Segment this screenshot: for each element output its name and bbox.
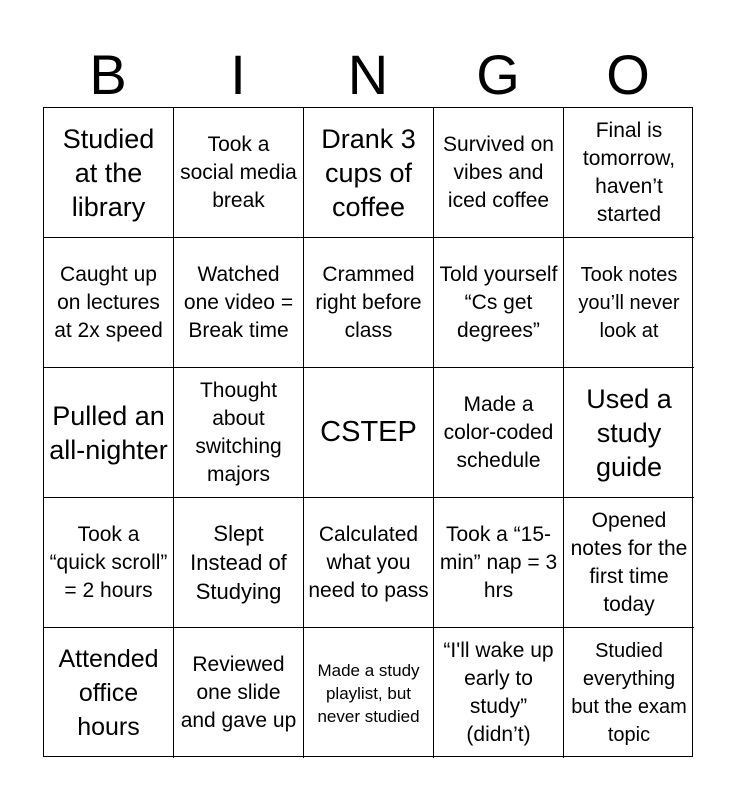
cell-text: Took a “quick scroll” = 2 hours — [49, 522, 168, 602]
bingo-cell[interactable] — [174, 368, 304, 498]
bingo-cell[interactable] — [434, 238, 564, 368]
bingo-cell[interactable] — [304, 498, 434, 628]
cell-text: CSTEP — [320, 416, 417, 448]
bingo-cell[interactable] — [304, 108, 434, 238]
cell-text: Calculated what you need to pass — [308, 522, 429, 602]
cell-text: Studied everything but the exam topic — [571, 640, 687, 746]
bingo-cell[interactable] — [564, 368, 694, 498]
cell-text: Used a study guide — [586, 383, 672, 482]
cell-text: Took a social media break — [180, 132, 297, 212]
bingo-cell[interactable] — [434, 498, 564, 628]
header-letter-i: I — [230, 43, 246, 106]
cell-text: Reviewed one slide and gave up — [180, 653, 297, 732]
bingo-cell[interactable] — [44, 368, 174, 498]
bingo-cell[interactable] — [434, 368, 564, 498]
cell-text: Told yourself “Cs get degrees” — [439, 262, 558, 342]
cell-text: Took a “15-min” nap = 3 hrs — [439, 522, 558, 602]
bingo-cell[interactable] — [564, 628, 694, 758]
header-letter-g: G — [476, 43, 520, 106]
cell-text: “I'll wake up early to study” (didn’t) — [443, 639, 554, 746]
bingo-cell[interactable] — [174, 108, 304, 238]
header-letter-o: O — [606, 43, 650, 106]
bingo-cell-free[interactable] — [304, 368, 434, 498]
header-letter-b: B — [89, 43, 127, 106]
cell-text: Pulled an all-nighter — [49, 400, 168, 465]
cell-text: Thought about switching majors — [195, 378, 282, 486]
cell-text: Took notes you’ll never look at — [578, 263, 680, 342]
bingo-cell[interactable] — [44, 108, 174, 238]
cell-text: Attended office hours — [58, 645, 159, 741]
bingo-cell[interactable] — [434, 628, 564, 758]
header-letter-n: N — [347, 43, 389, 106]
bingo-cell[interactable] — [304, 238, 434, 368]
cell-text: Survived on vibes and iced coffee — [443, 132, 554, 212]
bingo-cell[interactable] — [434, 108, 564, 238]
cell-text: Caught up on lectures at 2x speed — [54, 262, 163, 342]
bingo-cell[interactable] — [44, 238, 174, 368]
cell-text: Studied at the library — [62, 123, 155, 222]
bingo-cell[interactable] — [174, 238, 304, 368]
bingo-cell[interactable] — [304, 628, 434, 758]
bingo-cell[interactable] — [174, 498, 304, 628]
bingo-cell[interactable] — [564, 108, 694, 238]
cell-text: Watched one video = Break time — [183, 262, 294, 342]
bingo-cell[interactable] — [174, 628, 304, 758]
cell-text: Made a color-coded schedule — [443, 392, 554, 472]
bingo-cell[interactable] — [564, 498, 694, 628]
bingo-cell[interactable] — [564, 238, 694, 368]
bingo-header — [43, 42, 693, 108]
cell-text: Drank 3 cups of coffee — [321, 123, 416, 222]
cell-text: Made a study playlist, but never studied — [317, 660, 420, 726]
bingo-cell[interactable] — [44, 628, 174, 758]
cell-text: Crammed right before class — [315, 262, 422, 342]
cell-text: Opened notes for the first time today — [570, 508, 688, 616]
cell-text: Slept Instead of Studying — [190, 521, 287, 604]
bingo-board — [43, 107, 693, 757]
bingo-cell[interactable] — [44, 498, 174, 628]
cell-text: Final is tomorrow, haven’t started — [582, 118, 676, 226]
